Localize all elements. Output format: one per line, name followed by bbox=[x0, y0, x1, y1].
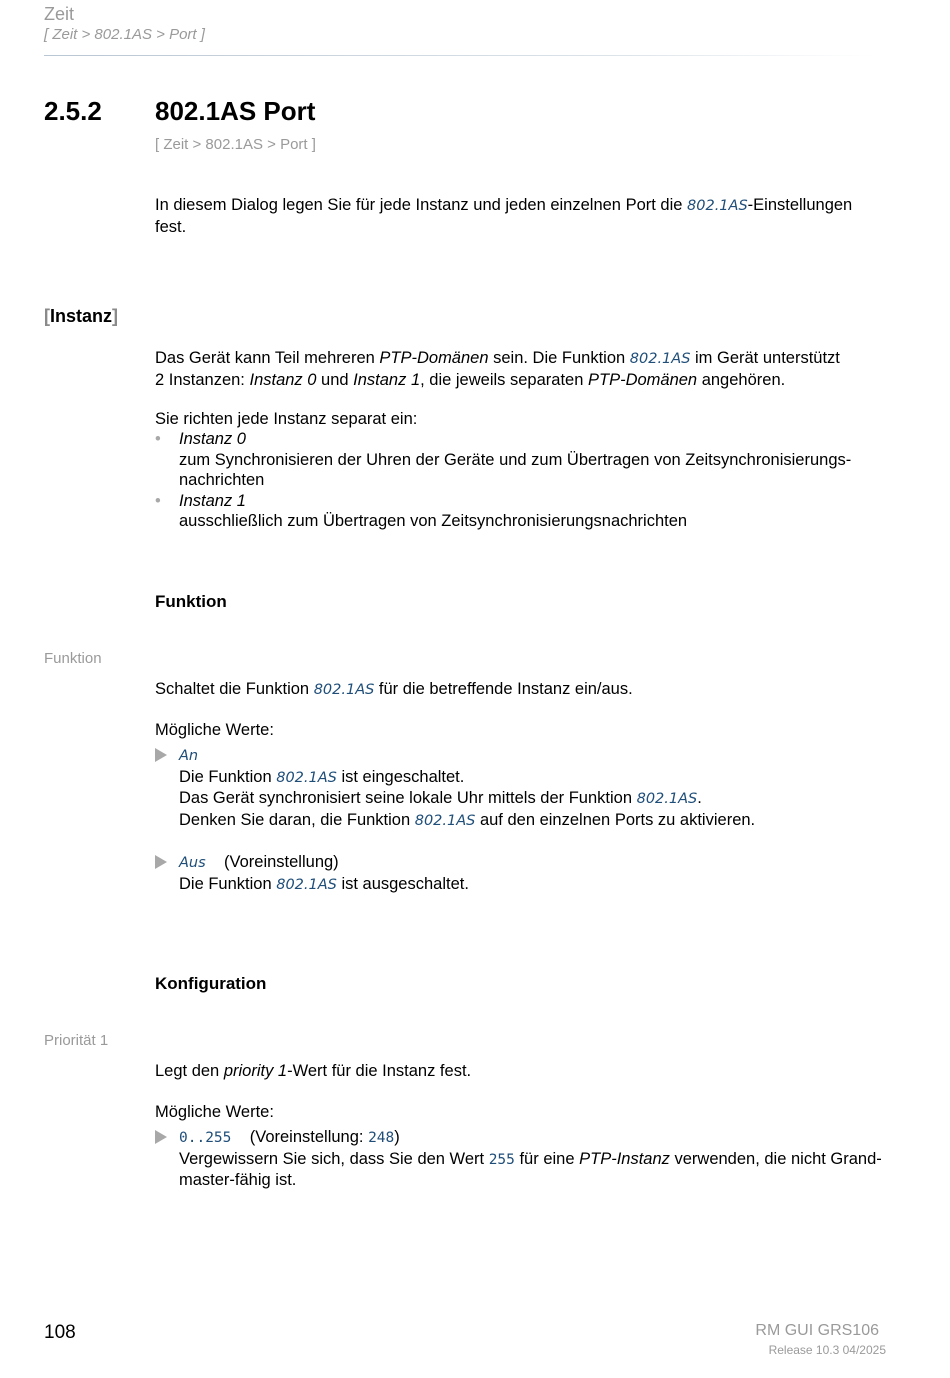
triangle-bullet-icon bbox=[155, 748, 167, 762]
text: Schaltet die Funktion bbox=[155, 680, 314, 698]
code: 255 bbox=[488, 1151, 515, 1168]
funktion-heading: Funktion bbox=[155, 592, 227, 611]
triangle-bullet-icon bbox=[155, 855, 167, 869]
text: Das Gerät kann Teil mehreren bbox=[155, 349, 380, 367]
value-code: An bbox=[179, 748, 199, 764]
code: 802.1AS bbox=[276, 769, 337, 786]
code: 802.1AS bbox=[629, 351, 691, 367]
running-header-breadcrumb: [ Zeit > 802.1AS > Port ] bbox=[44, 26, 205, 43]
list-item bbox=[155, 429, 895, 491]
text: verwenden, die nicht Grand- bbox=[669, 1149, 882, 1168]
section-breadcrumb: [ Zeit > 802.1AS > Port ] bbox=[155, 136, 316, 153]
instanz-heading-text: Instanz bbox=[50, 306, 113, 326]
prioritaet-values-label: Mögliche Werte: bbox=[155, 1103, 274, 1121]
text-italic: Instanz 1 bbox=[353, 370, 421, 389]
section-title: 802.1AS Port bbox=[155, 96, 316, 126]
funktion-margin-label: Funktion bbox=[44, 650, 102, 667]
intro-text: In diesem Dialog legen Sie für jede Instanz und jeden einzelnen Port die bbox=[155, 196, 688, 214]
instanz-heading bbox=[44, 306, 118, 327]
text: 2 Instanzen: bbox=[155, 370, 250, 389]
text-italic: priority 1 bbox=[223, 1062, 288, 1080]
text-italic: PTP-Domänen bbox=[587, 370, 698, 389]
value-item-an bbox=[155, 745, 895, 831]
text-italic: PTP-Domänen bbox=[379, 349, 489, 367]
range-code: 0..255 bbox=[179, 1130, 232, 1146]
bracket-open: [ bbox=[44, 306, 50, 326]
instanz-setup-text: Sie richten jede Instanz separat ein: bbox=[155, 410, 418, 428]
text: Legt den bbox=[155, 1062, 224, 1080]
section-number: 2.5.2 bbox=[44, 96, 102, 126]
prioritaet-margin-label: Priorität 1 bbox=[44, 1032, 109, 1049]
running-header-chapter: Zeit bbox=[44, 4, 75, 24]
value-item-range bbox=[155, 1127, 900, 1191]
intro-code: 802.1AS bbox=[687, 198, 748, 214]
code: 802.1AS bbox=[636, 791, 698, 807]
funktion-description bbox=[155, 679, 633, 701]
text: Denken Sie daran, die Funktion bbox=[179, 810, 415, 829]
default-code: 248 bbox=[368, 1130, 395, 1146]
instanz-list bbox=[155, 429, 895, 532]
default-note: (Voreinstellung) bbox=[224, 853, 339, 871]
bracket-close: ] bbox=[112, 306, 119, 326]
text: ist eingeschaltet. bbox=[336, 767, 465, 786]
funktion-values-label: Mögliche Werte: bbox=[155, 721, 274, 739]
code: 802.1AS bbox=[313, 682, 375, 698]
text: im Gerät unterstützt bbox=[690, 349, 840, 367]
text: master-fähig ist. bbox=[179, 1171, 297, 1189]
text: für die betreffende Instanz ein/aus. bbox=[374, 680, 633, 698]
code: 802.1AS bbox=[414, 812, 476, 829]
text: ) bbox=[394, 1128, 400, 1146]
text: (Voreinstellung: bbox=[249, 1128, 369, 1146]
text: sein. Die Funktion bbox=[488, 349, 630, 367]
text: und bbox=[316, 370, 354, 389]
page-number: 108 bbox=[44, 1322, 76, 1343]
text: ist ausgeschaltet. bbox=[336, 874, 469, 893]
list-item bbox=[155, 491, 895, 532]
header-divider bbox=[44, 55, 874, 56]
release-info: Release 10.3 04/2025 bbox=[768, 1343, 886, 1357]
text: Die Funktion bbox=[179, 874, 277, 893]
intro-paragraph bbox=[155, 195, 895, 237]
text-italic: Instanz 0 bbox=[249, 370, 317, 389]
list-item-text: nachrichten bbox=[179, 471, 265, 489]
value-item-aus bbox=[155, 852, 895, 895]
list-item-text: ausschließlich zum Übertragen von Zeitsynchronisierungsnachrichten bbox=[179, 512, 688, 530]
text: auf den einzelnen Ports zu aktivieren. bbox=[475, 810, 756, 829]
text: Die Funktion bbox=[179, 767, 277, 786]
bullet-icon: • bbox=[155, 430, 161, 448]
text: Vergewissern Sie sich, dass Sie den Wert bbox=[179, 1149, 489, 1168]
text: Das Gerät synchronisiert seine lokale Uhr mittels der Funktion bbox=[179, 789, 637, 807]
code: 802.1AS bbox=[276, 876, 337, 893]
text: . bbox=[697, 789, 702, 807]
intro-text-end: -Einstellungen bbox=[747, 196, 853, 214]
list-item-title: Instanz 0 bbox=[179, 430, 246, 448]
text: , die jeweils separaten bbox=[420, 370, 588, 389]
text: -Wert für die Instanz fest. bbox=[287, 1062, 472, 1080]
intro-text-line2: fest. bbox=[155, 217, 187, 236]
list-item-text: zum Synchronisieren der Uhren der Geräte und zum Übertragen von Zeitsynchronisierungs- bbox=[179, 450, 852, 469]
konfiguration-heading: Konfiguration bbox=[155, 974, 267, 993]
text: angehören. bbox=[697, 370, 786, 389]
instanz-paragraph bbox=[155, 348, 895, 390]
triangle-bullet-icon bbox=[155, 1130, 167, 1144]
prioritaet-description bbox=[155, 1061, 471, 1082]
list-item-title: Instanz 1 bbox=[179, 491, 246, 510]
text-italic: PTP-Instanz bbox=[579, 1149, 670, 1168]
document-name: RM GUI GRS106 bbox=[755, 1322, 879, 1339]
text: für eine bbox=[514, 1149, 580, 1168]
value-code: Aus bbox=[179, 855, 206, 871]
bullet-icon: • bbox=[155, 491, 161, 510]
